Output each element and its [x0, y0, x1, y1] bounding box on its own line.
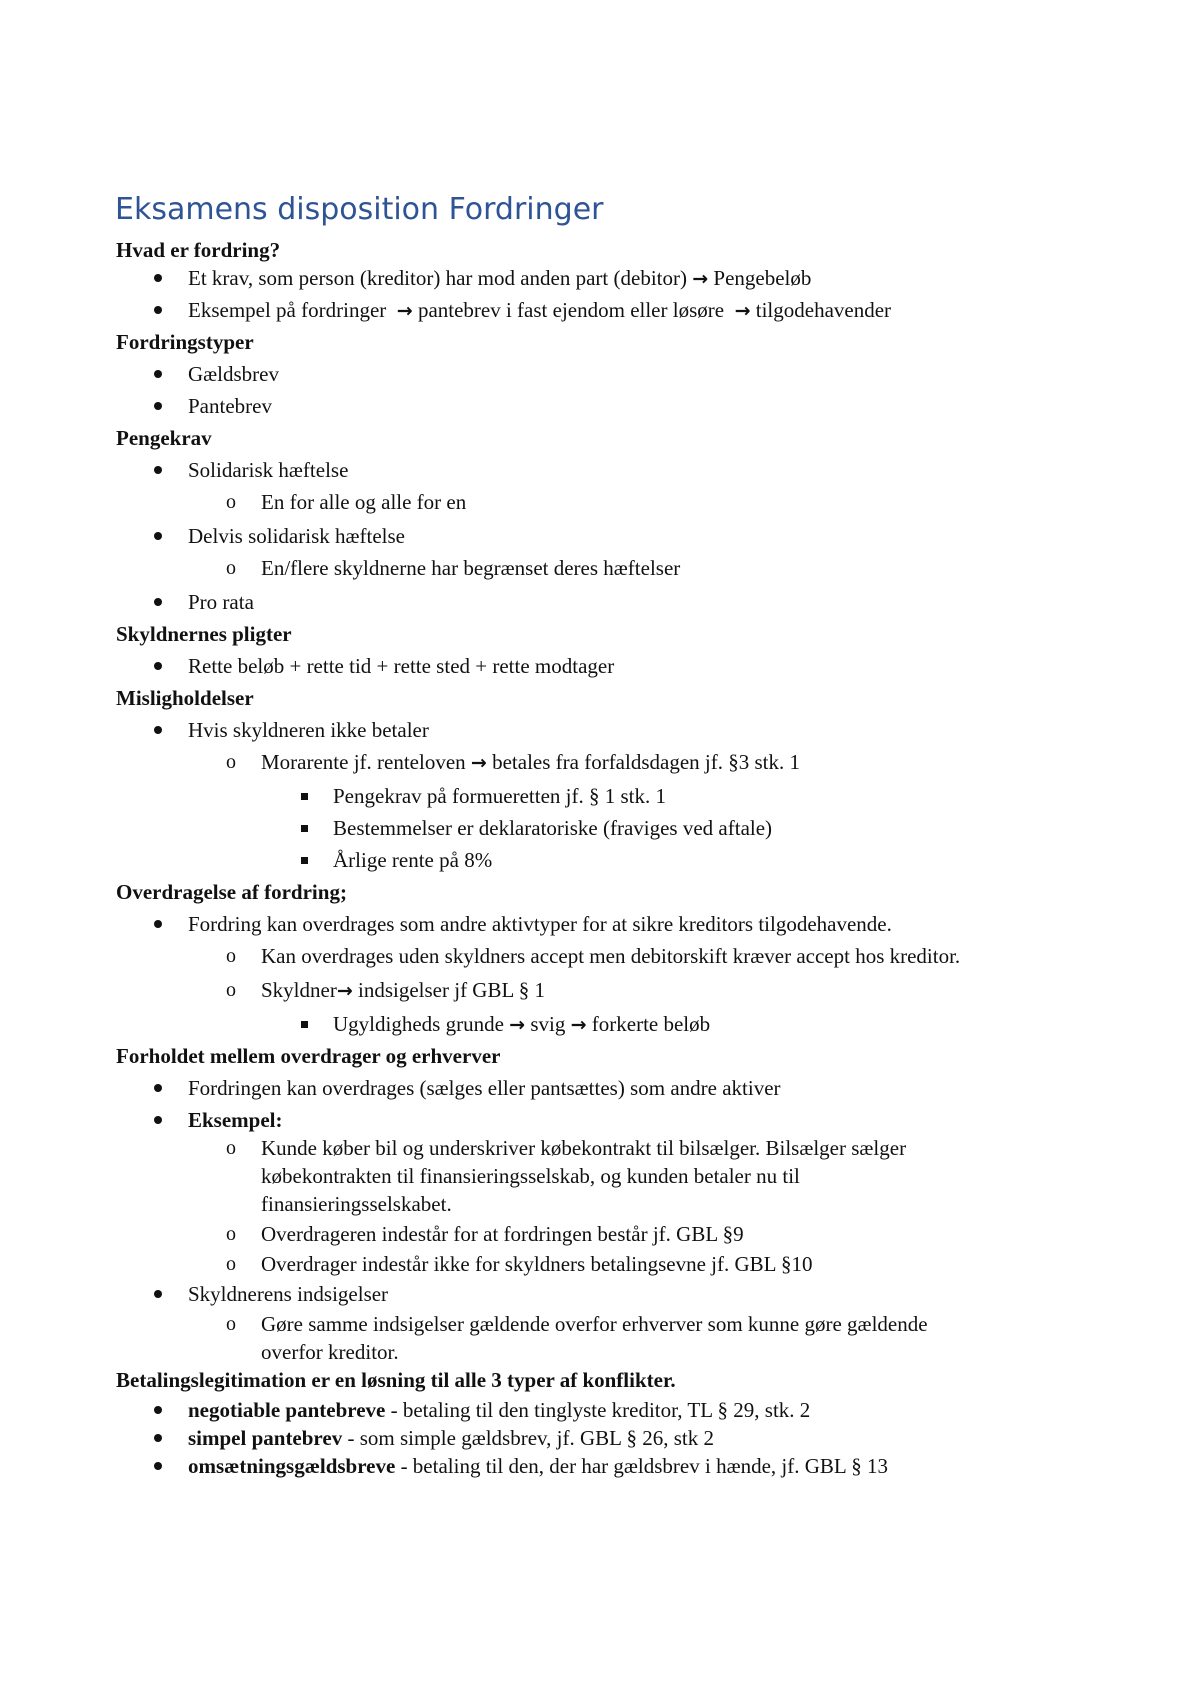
list-item: Årlige rente på 8% — [333, 848, 493, 872]
bullet-dot-icon — [151, 362, 165, 386]
list-item: Skyldner→ indsigelser jf GBL § 1 — [261, 978, 546, 1002]
list-item: Fordringen kan overdrages (sælges eller pantsættes) som andre aktiver — [188, 1076, 781, 1100]
list-item: negotiable pantebreve - betaling til den tinglyste kreditor, TL § 29, stk. 2 — [188, 1398, 811, 1422]
section-heading: Misligholdelser — [116, 686, 254, 710]
bullet-dot-icon — [151, 1398, 165, 1422]
section-heading: Betalingslegitimation er en løsning til alle 3 typer af konflikter. — [116, 1368, 676, 1392]
list-item: Overdrager indestår ikke for skyldners betalingsevne jf. GBL §10 — [261, 1252, 813, 1276]
bullet-dot-icon — [151, 1426, 165, 1450]
bullet-dot-icon — [151, 266, 165, 290]
list-item: Pro rata — [188, 590, 254, 614]
bullet-dot-icon — [151, 1454, 165, 1478]
bullet-square-icon — [297, 1012, 311, 1036]
list-item: Bestemmelser er deklaratoriske (fraviges ved aftale) — [333, 816, 773, 840]
bullet-dot-icon — [151, 912, 165, 936]
bullet-circle-icon: o — [226, 1137, 236, 1159]
bullet-dot-icon — [151, 458, 165, 482]
list-item: omsætningsgældsbreve - betaling til den, der har gældsbrev i hænde, jf. GBL § 13 — [188, 1454, 888, 1478]
bullet-circle-icon: o — [226, 979, 236, 1001]
bullet-square-icon — [297, 848, 311, 872]
document-title: Eksamens disposition Fordringer — [115, 192, 604, 227]
list-item: Rette beløb + rette tid + rette sted + rette modtager — [188, 654, 615, 678]
arrow-right-icon: → — [336, 980, 353, 1002]
list-item: En/flere skyldnerne har begrænset deres hæftelser — [261, 556, 681, 580]
list-item: Solidarisk hæftelse — [188, 458, 349, 482]
arrow-right-icon: → — [692, 268, 709, 290]
bullet-circle-icon: o — [226, 1253, 236, 1275]
arrow-right-icon: → — [470, 752, 487, 774]
bullet-circle-icon: o — [226, 1223, 236, 1245]
bullet-dot-icon — [151, 1282, 165, 1306]
bullet-square-icon — [297, 784, 311, 808]
bullet-dot-icon — [151, 1108, 165, 1132]
list-item: Pantebrev — [188, 394, 272, 418]
list-item: Delvis solidarisk hæftelse — [188, 524, 405, 548]
bullet-dot-icon — [151, 524, 165, 548]
list-item: En for alle og alle for en — [261, 490, 467, 514]
bullet-dot-icon — [151, 298, 165, 322]
list-item: Overdrageren indestår for at fordringen består jf. GBL §9 — [261, 1222, 744, 1246]
arrow-right-icon: → — [396, 300, 413, 322]
list-item: Morarente jf. renteloven → betales fra forfaldsdagen jf. §3 stk. 1 — [261, 750, 800, 774]
bullet-square-icon — [297, 816, 311, 840]
bullet-circle-icon: o — [226, 557, 236, 579]
arrow-right-icon: → — [570, 1014, 587, 1036]
section-heading: Pengekrav — [116, 426, 212, 450]
bullet-dot-icon — [151, 654, 165, 678]
list-item: Ugyldigheds grunde → svig → forkerte beløb — [333, 1012, 711, 1036]
section-heading: Skyldnernes pligter — [116, 622, 292, 646]
list-item-continuation: købekontrakten til finansieringsselskab, og kunden betaler nu til — [261, 1164, 800, 1188]
bullet-dot-icon — [151, 394, 165, 418]
section-heading: Hvad er fordring? — [116, 238, 281, 262]
bullet-circle-icon: o — [226, 945, 236, 967]
list-item: Gøre samme indsigelser gældende overfor erhverver som kunne gøre gældende — [261, 1312, 928, 1336]
list-item-continuation: finansieringsselskabet. — [261, 1192, 452, 1216]
section-heading: Forholdet mellem overdrager og erhverver — [116, 1044, 501, 1068]
list-item-continuation: overfor kreditor. — [261, 1340, 399, 1364]
list-item: Eksempel: — [188, 1108, 283, 1132]
list-item: Gældsbrev — [188, 362, 279, 386]
list-item: Kunde køber bil og underskriver købekontrakt til bilsælger. Bilsælger sælger — [261, 1136, 907, 1160]
bullet-circle-icon: o — [226, 1313, 236, 1335]
bullet-dot-icon — [151, 590, 165, 614]
list-item: Pengekrav på formueretten jf. § 1 stk. 1 — [333, 784, 666, 808]
list-item: Fordring kan overdrages som andre aktivtyper for at sikre kreditors tilgodehavende. — [188, 912, 892, 936]
bullet-circle-icon: o — [226, 751, 236, 773]
bullet-circle-icon: o — [226, 491, 236, 513]
section-heading: Overdragelse af fordring; — [116, 880, 347, 904]
list-item: Eksempel på fordringer → pantebrev i fast ejendom eller løsøre → tilgodehavender — [188, 298, 892, 322]
list-item: Skyldnerens indsigelser — [188, 1282, 389, 1306]
list-item: Et krav, som person (kreditor) har mod anden part (debitor) → Pengebeløb — [188, 266, 812, 290]
list-item: simpel pantebrev - som simple gældsbrev, jf. GBL § 26, stk 2 — [188, 1426, 714, 1450]
list-item: Kan overdrages uden skyldners accept men debitorskift kræver accept hos kreditor. — [261, 944, 961, 968]
arrow-right-icon: → — [734, 300, 751, 322]
arrow-right-icon: → — [509, 1014, 526, 1036]
bullet-dot-icon — [151, 718, 165, 742]
list-item: Hvis skyldneren ikke betaler — [188, 718, 429, 742]
bullet-dot-icon — [151, 1076, 165, 1100]
section-heading: Fordringstyper — [116, 330, 254, 354]
